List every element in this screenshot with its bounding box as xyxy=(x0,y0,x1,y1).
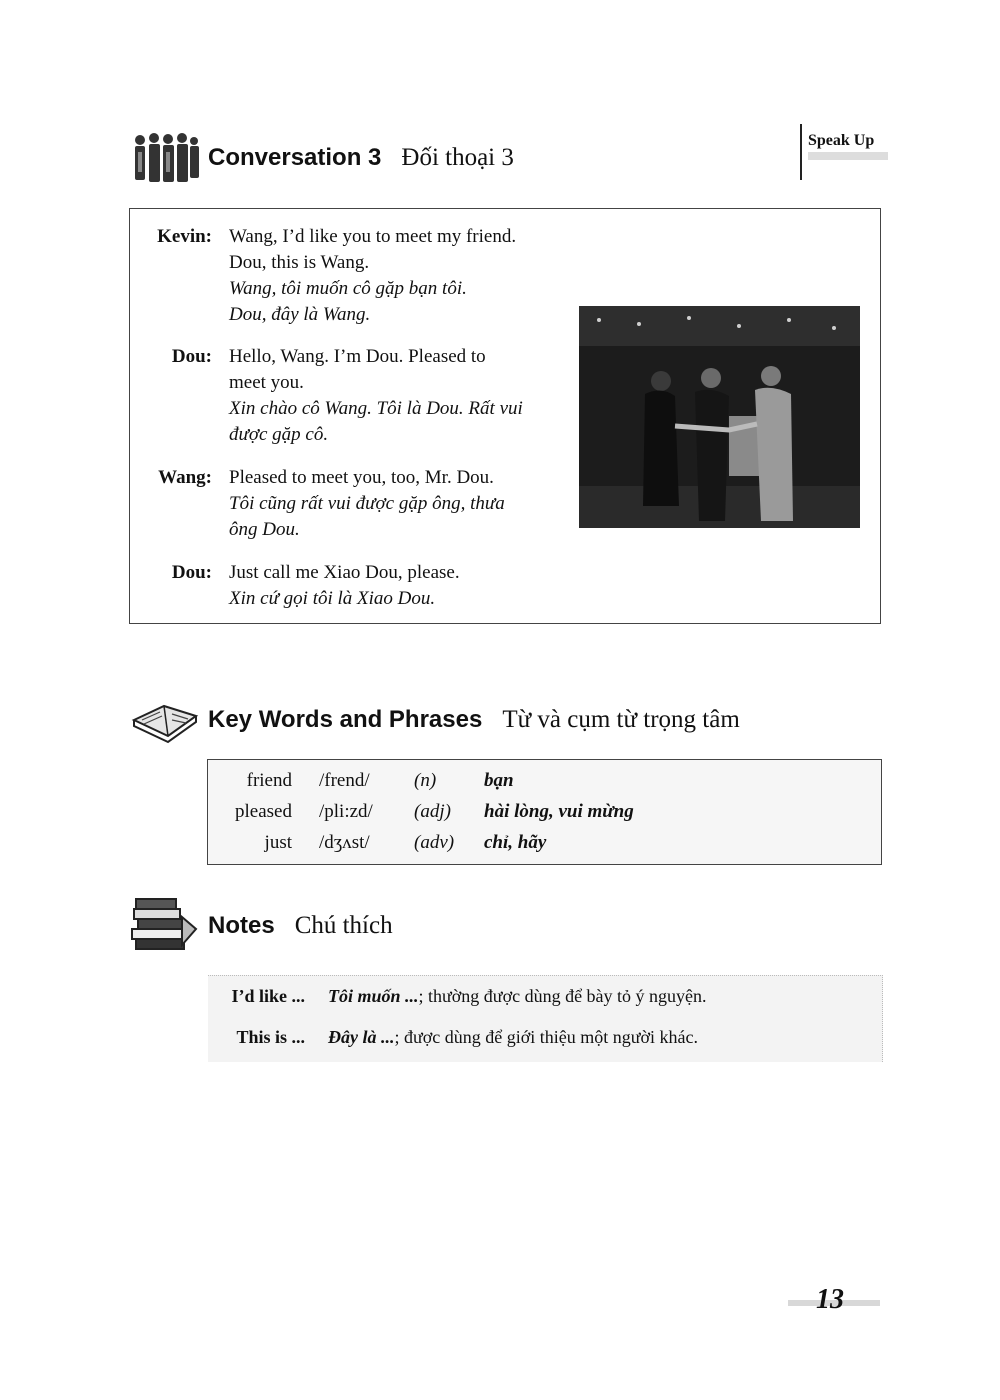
section-tab xyxy=(800,124,888,180)
speaker-label: Wang: xyxy=(158,467,212,488)
speaker-label: Dou: xyxy=(171,562,212,583)
vietnamese-line: Xin cứ gọi tôi là Xiao Dou. xyxy=(229,588,436,609)
english-line: Dou, this is Wang. xyxy=(229,252,370,273)
key-words-heading xyxy=(130,692,740,748)
vietnamese-line: Wang, tôi muốn cô gặp bạn tôi. xyxy=(229,278,467,299)
note-text: ; được dùng để giới thiệu một người khác. xyxy=(394,1027,699,1047)
vietnamese-line: Xin chào cô Wang. Tôi là Dou. Rất vui xyxy=(229,398,523,419)
pronunciation: /frend/ xyxy=(319,770,370,791)
pronunciation: /dʒʌst/ xyxy=(319,832,370,853)
page-number-label: 13 xyxy=(816,1284,844,1315)
conversation-heading xyxy=(130,130,514,186)
key-word: just xyxy=(264,832,292,853)
open-book-icon xyxy=(130,692,202,748)
english-line: Hello, Wang. I’m Dou. Pleased to xyxy=(229,346,486,367)
people-group-icon xyxy=(130,130,202,186)
note-gloss: Tôi muốn ... xyxy=(328,986,419,1006)
note-gloss: Đây là ... xyxy=(328,1027,395,1047)
notes-box xyxy=(208,975,883,1062)
part-of-speech: (adj) xyxy=(414,801,451,822)
conversation-title-vi: Đối thoại 3 xyxy=(401,144,514,171)
note-text: ; thường được dùng để bày tỏ ý nguyện. xyxy=(418,986,707,1006)
english-line: Wang, I’d like you to meet my friend. xyxy=(229,226,517,247)
conversation-title: Conversation 3 xyxy=(208,144,382,171)
note-body xyxy=(328,1027,698,1048)
speaker-label: Kevin: xyxy=(157,226,212,247)
handshake-photo xyxy=(579,306,860,528)
meaning: hài lòng, vui mừng xyxy=(484,801,634,822)
book-stack-icon xyxy=(130,895,202,957)
tab-shade xyxy=(808,152,888,160)
key-word: pleased xyxy=(235,801,292,822)
note-term: I’d like ... xyxy=(231,986,305,1006)
english-line: Just call me Xiao Dou, please. xyxy=(229,562,460,583)
vietnamese-line: Dou, đây là Wang. xyxy=(229,304,371,325)
meaning: bạn xyxy=(484,770,514,791)
vietnamese-line: Tôi cũng rất vui được gặp ông, thưa xyxy=(229,493,505,514)
key-word: friend xyxy=(246,770,292,791)
section-tab-label: Speak Up xyxy=(808,132,875,149)
notes-heading xyxy=(130,895,393,957)
meaning: chỉ, hãy xyxy=(484,832,547,853)
vietnamese-line: ông Dou. xyxy=(229,519,300,540)
key-words-title: Key Words and Phrases xyxy=(208,706,483,733)
vietnamese-line: được gặp cô. xyxy=(229,424,329,445)
pronunciation: /pli:zd/ xyxy=(319,801,373,822)
english-line: meet you. xyxy=(229,372,304,393)
english-line: Pleased to meet you, too, Mr. Dou. xyxy=(229,467,494,488)
part-of-speech: (n) xyxy=(414,770,437,791)
page-number xyxy=(788,1284,880,1315)
notes-title-vi: Chú thích xyxy=(294,912,393,939)
note-body xyxy=(328,986,707,1007)
note-term: This is ... xyxy=(236,1027,305,1047)
speaker-label: Dou: xyxy=(171,346,212,367)
part-of-speech: (adv) xyxy=(414,832,455,853)
key-words-title-vi: Từ và cụm từ trọng tâm xyxy=(502,706,740,733)
conversation-box xyxy=(129,208,881,624)
key-words-table xyxy=(207,759,882,865)
notes-title: Notes xyxy=(208,912,275,939)
